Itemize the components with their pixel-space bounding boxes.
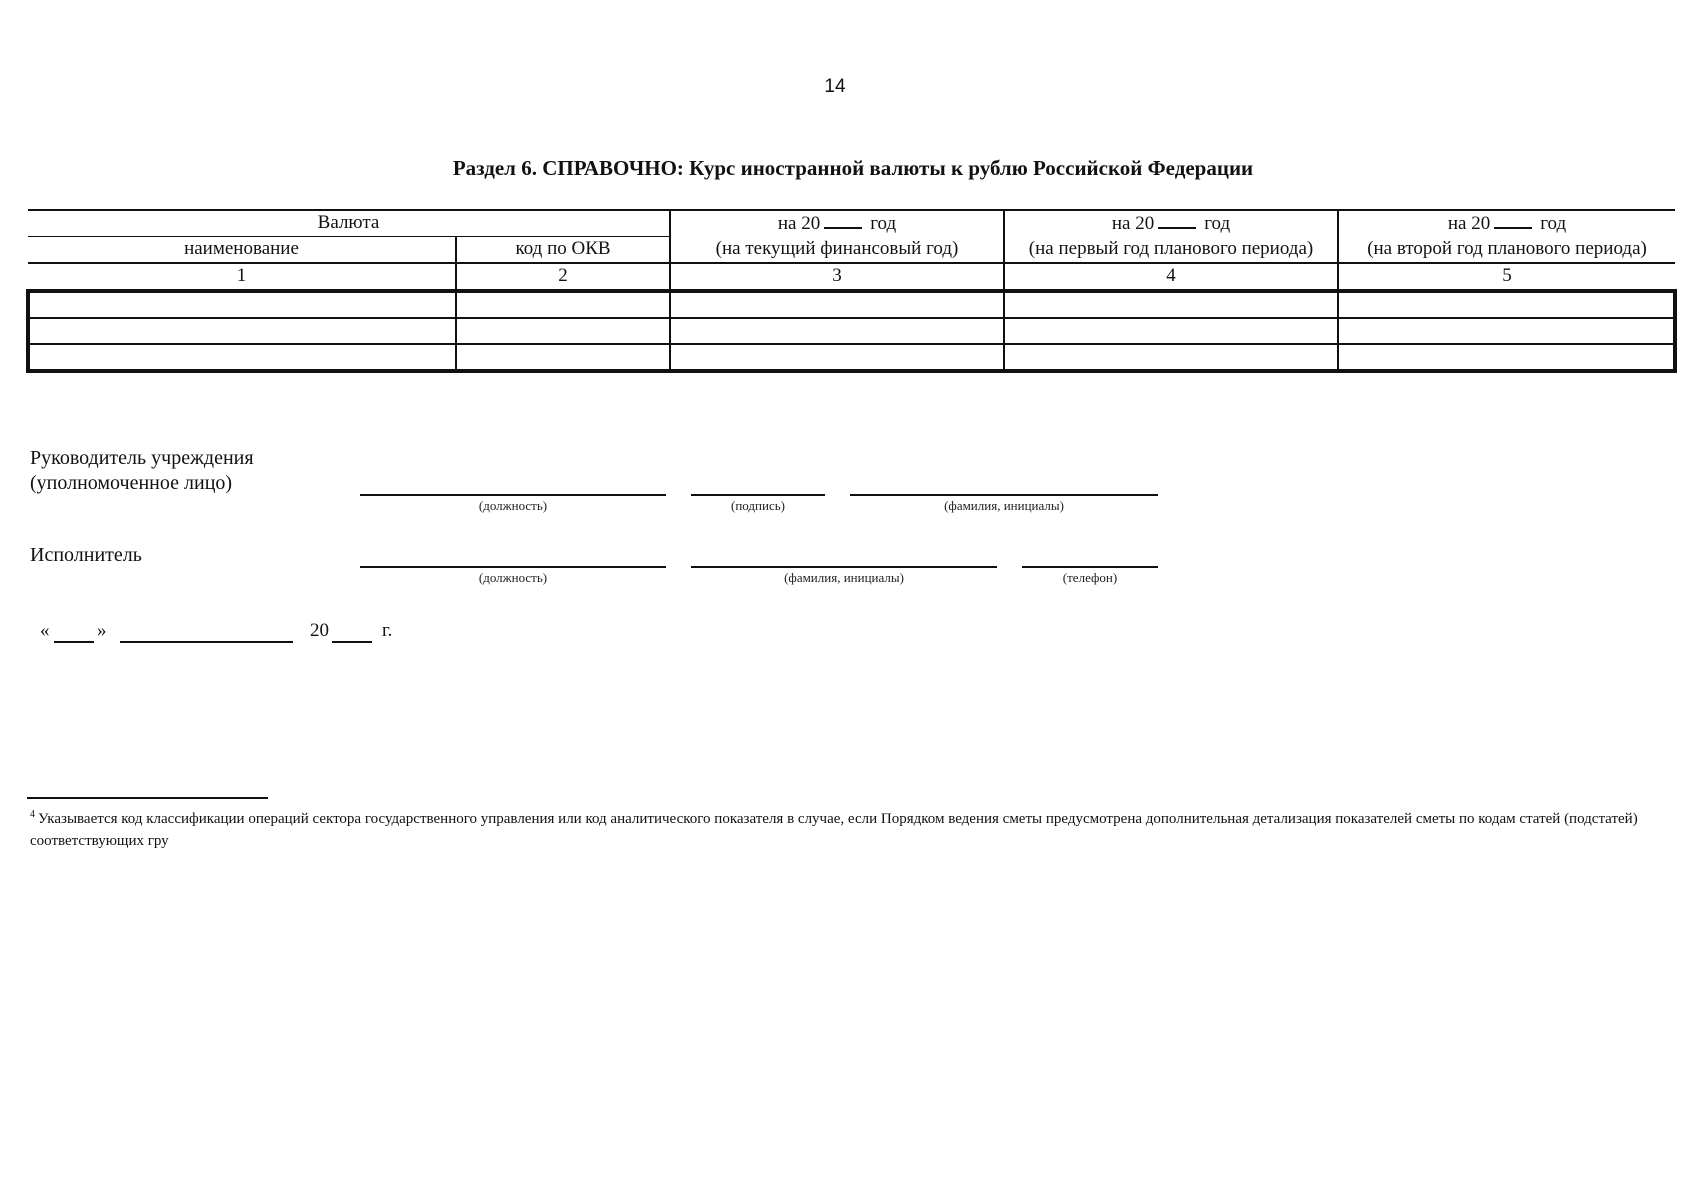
head-name-line[interactable] bbox=[850, 494, 1158, 496]
head-caption-name: (фамилия, инициалы) bbox=[944, 498, 1064, 513]
cell-rate-first[interactable] bbox=[1004, 344, 1338, 371]
head-caption-position: (должность) bbox=[478, 498, 548, 513]
page-number: 14 bbox=[824, 76, 846, 97]
table-row bbox=[28, 291, 1675, 318]
period-current: (на текущий финансовый год) bbox=[670, 236, 1004, 263]
year-blank[interactable] bbox=[1158, 211, 1196, 229]
head-signature-line[interactable] bbox=[691, 494, 825, 496]
footnote bbox=[30, 804, 1680, 852]
day-blank[interactable] bbox=[54, 641, 94, 643]
head-label: Руководитель учреждения (уполномоченное лицо) bbox=[30, 447, 254, 494]
exchange-rate-table bbox=[26, 209, 1677, 373]
date-open-quote: « bbox=[40, 620, 50, 641]
column-number: 3 bbox=[670, 263, 1004, 291]
cell-name[interactable] bbox=[28, 344, 456, 371]
footnote-divider bbox=[27, 797, 268, 799]
executor-caption-phone: (телефон) bbox=[1062, 570, 1118, 585]
cell-rate-second[interactable] bbox=[1338, 318, 1675, 344]
section-title: Раздел 6. СПРАВОЧНО: Курс иностранной валюты к рублю Российской Федерации bbox=[452, 156, 1254, 180]
year-blank[interactable] bbox=[1494, 211, 1532, 229]
executor-caption-name: (фамилия, инициалы) bbox=[784, 570, 904, 585]
period-second: (на второй год планового периода) bbox=[1367, 237, 1647, 259]
year-header-first: на 20 год bbox=[1004, 210, 1338, 236]
cell-rate-first[interactable] bbox=[1004, 318, 1338, 344]
cell-code[interactable] bbox=[456, 291, 670, 318]
cell-rate-current[interactable] bbox=[670, 344, 1004, 371]
cell-name[interactable] bbox=[28, 318, 456, 344]
cell-rate-second[interactable] bbox=[1338, 344, 1675, 371]
cell-rate-current[interactable] bbox=[670, 291, 1004, 318]
cell-rate-second[interactable] bbox=[1338, 291, 1675, 318]
year-header-current: на 20 год bbox=[670, 210, 1004, 236]
date-year-prefix: 20 bbox=[310, 620, 329, 641]
cell-code[interactable] bbox=[456, 318, 670, 344]
column-number: 2 bbox=[456, 263, 670, 291]
year-blank[interactable] bbox=[824, 211, 862, 229]
year-header-second: на 20 год bbox=[1338, 210, 1675, 236]
column-number: 4 bbox=[1004, 263, 1338, 291]
executor-caption-position: (должность) bbox=[478, 570, 548, 585]
cell-rate-current[interactable] bbox=[670, 318, 1004, 344]
executor-label: Исполнитель bbox=[30, 544, 142, 566]
year-blank[interactable] bbox=[332, 641, 372, 643]
cell-code[interactable] bbox=[456, 344, 670, 371]
table-row bbox=[28, 318, 1675, 344]
cell-name[interactable] bbox=[28, 291, 456, 318]
column-header-name: наименование bbox=[28, 236, 456, 263]
period-first: (на первый год планового периода) bbox=[1004, 236, 1338, 263]
cell-rate-first[interactable] bbox=[1004, 291, 1338, 318]
footnote-marker: 4 bbox=[30, 809, 35, 820]
date-year-suffix: г. bbox=[382, 620, 393, 641]
executor-phone-line[interactable] bbox=[1022, 566, 1158, 568]
month-blank[interactable] bbox=[120, 641, 293, 643]
head-position-line[interactable] bbox=[360, 494, 666, 496]
table-row bbox=[28, 344, 1675, 371]
column-number: 5 bbox=[1338, 263, 1675, 291]
footnote-text: Указывается код классификации операций сектора государственного управления или код аналитического показателя в случае, если Порядком ведения сметы предусмотрена дополнительная детализация показателей сметы по кодам статей (подстатей) соответствующих гру bbox=[30, 811, 1638, 849]
executor-position-line[interactable] bbox=[360, 566, 666, 568]
column-number: 1 bbox=[28, 263, 456, 291]
head-caption-signature: (подпись) bbox=[731, 498, 785, 513]
column-header-code: код по ОКВ bbox=[456, 236, 670, 263]
currency-header: Валюта bbox=[28, 210, 670, 236]
executor-name-line[interactable] bbox=[691, 566, 997, 568]
date-close-quote: » bbox=[97, 620, 107, 641]
